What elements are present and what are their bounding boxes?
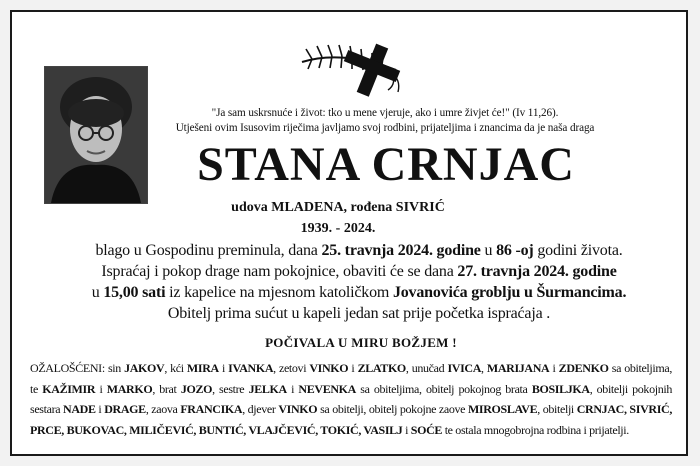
mourners-text: sa obitelji, obitelj pokojne zaove bbox=[317, 402, 468, 416]
quote-line: "Ja sam uskrsnuće i život: tko u mene vjeruje, ako i umre živjet će!" (Iv 11,26). bbox=[211, 107, 559, 119]
mourner-name: VINKO bbox=[309, 361, 349, 375]
mourners-text: , kći bbox=[164, 361, 187, 375]
deceased-name: STANA CRNJAC bbox=[197, 138, 575, 191]
mourners-text: , bbox=[481, 361, 487, 375]
cross-with-palm-icon bbox=[298, 40, 408, 100]
mourners-body bbox=[30, 361, 672, 437]
announcement-line bbox=[46, 240, 672, 261]
life-years: 1939. - 2024. bbox=[300, 221, 376, 236]
mourner-name: BOSILJKA bbox=[531, 381, 590, 396]
mourner-name: MARIJANA bbox=[486, 361, 550, 375]
text: iz kapelice na mjesnom katoličkom bbox=[165, 284, 393, 301]
quote-line: Utješeni ovim Isusovim riječima javljamo svoj rodbini, prijateljima i znancima da je naša draga bbox=[175, 122, 595, 134]
rest-in-peace: POČIVALA U MIRU BOŽJEM ! bbox=[265, 335, 457, 350]
mourners-text: sa obiteljima, obitelj pokojnog brata bbox=[355, 381, 532, 396]
mourners-text: i bbox=[348, 361, 358, 375]
mourner-name: CRNJAC, SIVRIĆ, PRCE, BUKOVAC, MILIČEVIĆ, BUNTIĆ, VLAJČEVIĆ, TOKIĆ, VASILJ bbox=[30, 402, 672, 437]
mourner-name: DRAGE bbox=[104, 402, 146, 416]
mourner-name: SOĆE bbox=[410, 422, 443, 437]
portrait-photo bbox=[44, 66, 148, 204]
scripture-quote bbox=[160, 106, 610, 136]
text: blago u Gospodinu preminula, dana bbox=[95, 242, 322, 259]
mourners-text: sin bbox=[104, 361, 125, 375]
mourners-text: te ostala mnogobrojna rodbina i prijatelji. bbox=[442, 422, 629, 437]
announcement-line bbox=[46, 261, 672, 282]
funeral-date: 27. travnja 2024. godine bbox=[457, 263, 617, 280]
mourners-text: , unučad bbox=[405, 361, 448, 375]
mourner-name: IVICA bbox=[447, 361, 482, 375]
obituary-card bbox=[10, 10, 688, 456]
mourners-text: i bbox=[402, 422, 411, 437]
announcement-line: Obitelj prima sućut u kapeli jedan sat prije početka ispraćaja . bbox=[167, 305, 551, 322]
mourner-name: NEVENKA bbox=[298, 381, 356, 396]
funeral-announcement bbox=[46, 240, 672, 324]
mourner-name: MARKO bbox=[106, 381, 153, 396]
mourner-name: NADE bbox=[63, 402, 96, 416]
mourner-name: IVANKA bbox=[228, 361, 274, 375]
mourner-name: ZDENKO bbox=[558, 361, 609, 375]
mourners-text: i bbox=[95, 402, 105, 416]
mourners-text: , sestre bbox=[212, 381, 249, 396]
announcement-line bbox=[46, 282, 672, 303]
funeral-time: 15,00 sati bbox=[103, 284, 166, 301]
mourners-text: , djever bbox=[242, 402, 279, 416]
text: Ispraćaj i pokop drage nam pokojnice, obaviti će se dana bbox=[101, 263, 458, 280]
mourner-name: JOZO bbox=[180, 381, 213, 396]
death-date: 25. travnja 2024. godine bbox=[321, 242, 481, 259]
age: 86 -oj bbox=[496, 242, 534, 259]
mourners-list bbox=[30, 358, 672, 440]
mourner-name: FRANCIKA bbox=[180, 402, 243, 416]
mourners-text: i bbox=[549, 361, 559, 375]
deceased-subtitle: udova MLADENA, rođena SIVRIĆ bbox=[231, 200, 445, 215]
mourners-text: , obitelji pokojnih sestara bbox=[30, 381, 673, 416]
mourners-text: i bbox=[95, 381, 107, 396]
mourner-name: JAKOV bbox=[124, 361, 165, 375]
mourner-name: MIROSLAVE bbox=[467, 402, 538, 416]
mourner-name: VINKO bbox=[278, 402, 318, 416]
cemetery: Jovanovića groblju u Šurmancima. bbox=[392, 284, 627, 301]
mourners-text: , brat bbox=[152, 381, 181, 396]
text: godini života. bbox=[533, 242, 623, 259]
mourners-text: , zaova bbox=[145, 402, 181, 416]
mourners-text: sa obiteljima, te bbox=[30, 361, 672, 396]
mourner-name: JELKA bbox=[248, 381, 287, 396]
mourners-text: i bbox=[286, 381, 299, 396]
mourner-name: MIRA bbox=[186, 361, 219, 375]
mourners-lead: OŽALOŠĆENI: bbox=[30, 361, 105, 375]
mourners-text: , zetovi bbox=[273, 361, 310, 375]
text: u bbox=[480, 242, 497, 259]
mourners-text: , obitelji bbox=[537, 402, 577, 416]
mourners-text: i bbox=[218, 361, 229, 375]
text: u bbox=[91, 284, 104, 301]
mourner-name: KAŽIMIR bbox=[42, 381, 96, 396]
mourner-name: ZLATKO bbox=[357, 361, 406, 375]
